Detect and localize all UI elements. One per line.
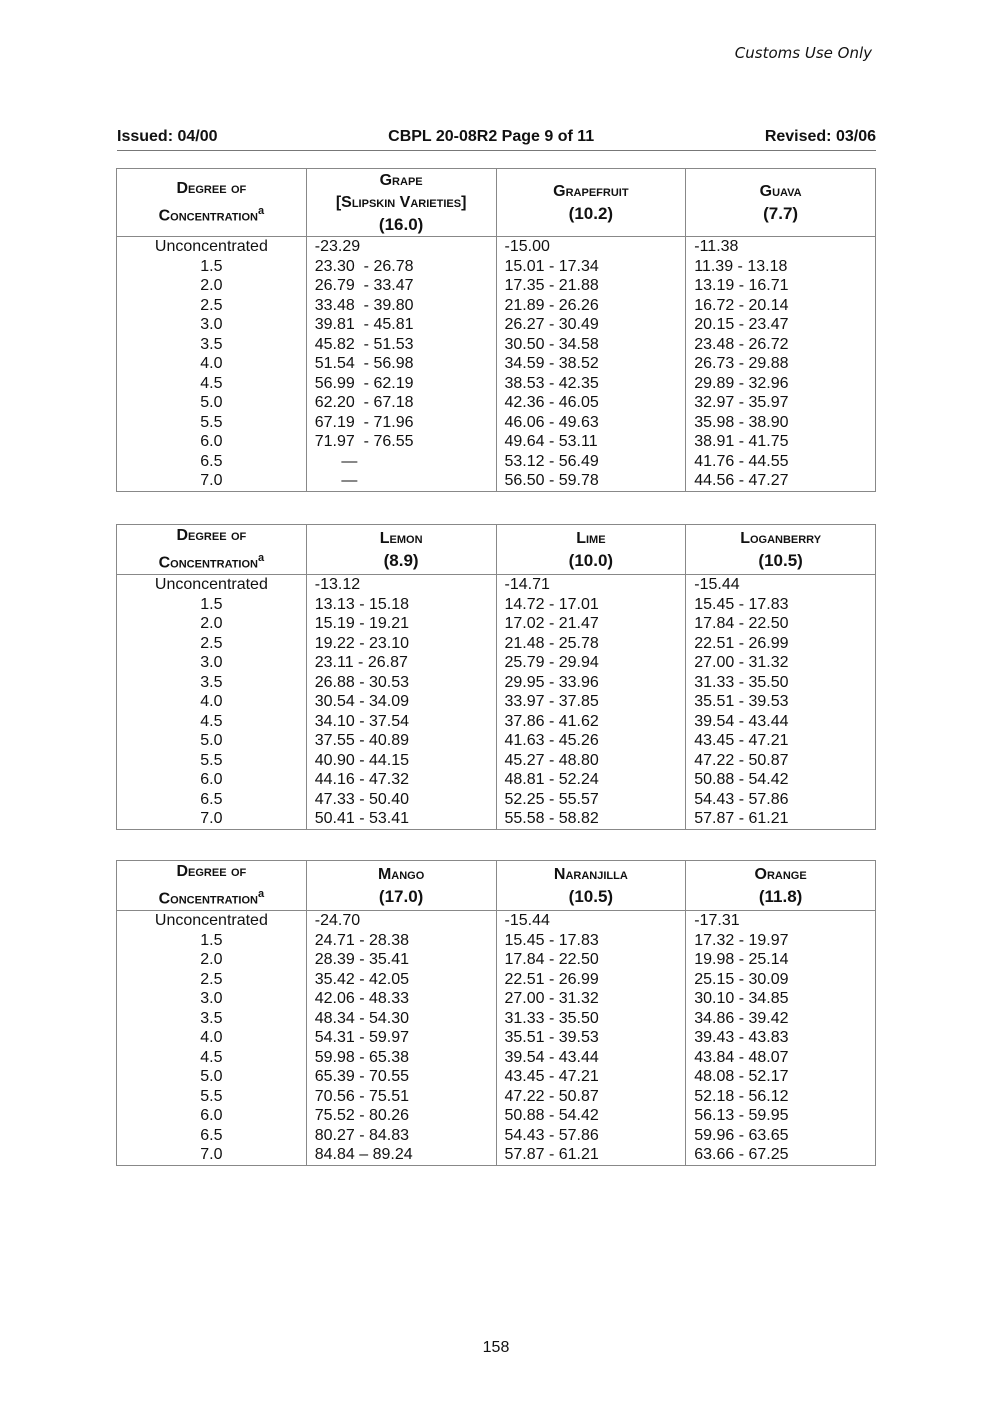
table-header-row: [117, 525, 876, 575]
fruit-header-mango: Mango (17.0): [306, 861, 496, 911]
page-number: 158: [482, 1339, 510, 1356]
concentration-degree-cell: 5.5: [117, 751, 307, 771]
range-cell: 55.58 - 58.82: [496, 809, 686, 829]
range-cell: 51.54 - 56.98: [306, 354, 496, 374]
table-row: [117, 595, 876, 615]
table-row: [117, 1048, 876, 1068]
concentration-degree-cell: 4.0: [117, 354, 307, 374]
concentration-degree-cell: 4.0: [117, 1028, 307, 1048]
range-cell: 31.33 - 35.50: [686, 673, 876, 693]
range-cell: 20.15 - 23.47: [686, 315, 876, 335]
range-cell: 53.12 - 56.49: [496, 452, 686, 472]
range-cell: 21.89 - 26.26: [496, 296, 686, 316]
fruit-header-grapefruit: Grapefruit (10.2): [496, 169, 686, 237]
range-cell: 39.43 - 43.83: [686, 1028, 876, 1048]
concentration-degree-cell: 2.0: [117, 950, 307, 970]
range-cell: 21.48 - 25.78: [496, 634, 686, 654]
range-cell: 35.42 - 42.05: [306, 970, 496, 990]
range-cell: 43.45 - 47.21: [686, 731, 876, 751]
fruit-header-lemon: Lemon (8.9): [306, 525, 496, 575]
range-cell: 17.32 - 19.97: [686, 931, 876, 951]
concentration-degree-cell: 4.5: [117, 712, 307, 732]
range-cell: 19.22 - 23.10: [306, 634, 496, 654]
range-cell: 71.97 - 76.55: [306, 432, 496, 452]
range-cell: 39.81 - 45.81: [306, 315, 496, 335]
range-cell: 24.71 - 28.38: [306, 931, 496, 951]
range-cell: 75.52 - 80.26: [306, 1106, 496, 1126]
table-row: [117, 950, 876, 970]
concentration-degree-cell: 3.0: [117, 653, 307, 673]
table-row: [117, 575, 876, 595]
range-cell: 16.72 - 20.14: [686, 296, 876, 316]
issued-date: Issued: 04/00: [117, 128, 218, 145]
fruit-header-lime: Lime (10.0): [496, 525, 686, 575]
range-cell: 80.27 - 84.83: [306, 1126, 496, 1146]
range-cell: 17.84 - 22.50: [496, 950, 686, 970]
range-cell: 39.54 - 43.44: [496, 1048, 686, 1068]
table-row: [117, 1028, 876, 1048]
table-row: [117, 276, 876, 296]
concentration-degree-cell: 3.5: [117, 335, 307, 355]
table-row: [117, 257, 876, 277]
table-row: [117, 354, 876, 374]
range-cell: 46.06 - 49.63: [496, 413, 686, 433]
concentration-degree-cell: Unconcentrated: [117, 237, 307, 257]
range-cell: 37.86 - 41.62: [496, 712, 686, 732]
range-cell: 23.30 - 26.78: [306, 257, 496, 277]
concentration-table-lemon-lime-loganberry: [116, 524, 876, 830]
range-cell: 57.87 - 61.21: [496, 1145, 686, 1165]
table-row: [117, 653, 876, 673]
range-cell: 65.39 - 70.55: [306, 1067, 496, 1087]
concentration-degree-cell: 2.0: [117, 614, 307, 634]
range-cell: 40.90 - 44.15: [306, 751, 496, 771]
table-row: [117, 634, 876, 654]
concentration-degree-cell: 6.0: [117, 432, 307, 452]
concentration-degree-cell: 3.0: [117, 315, 307, 335]
table-row: [117, 809, 876, 829]
range-cell: 41.76 - 44.55: [686, 452, 876, 472]
range-cell: 17.84 - 22.50: [686, 614, 876, 634]
range-cell: 43.84 - 48.07: [686, 1048, 876, 1068]
table-row: [117, 413, 876, 433]
concentration-degree-cell: 4.5: [117, 374, 307, 394]
range-cell: 23.48 - 26.72: [686, 335, 876, 355]
range-cell: 34.59 - 38.52: [496, 354, 686, 374]
degree-of-concentration-header: Degree of Concentration$^a$: [117, 169, 307, 237]
concentration-degree-cell: 6.5: [117, 452, 307, 472]
range-cell: 44.16 - 47.32: [306, 770, 496, 790]
range-cell: 63.66 - 67.25: [686, 1145, 876, 1165]
range-cell: 59.96 - 63.65: [686, 1126, 876, 1146]
table-row: [117, 692, 876, 712]
range-cell: 56.13 - 59.95: [686, 1106, 876, 1126]
range-cell: 48.08 - 52.17: [686, 1067, 876, 1087]
concentration-degree-cell: 2.5: [117, 970, 307, 990]
range-cell: 54.43 - 57.86: [496, 1126, 686, 1146]
range-cell: 67.19 - 71.96: [306, 413, 496, 433]
table-row: [117, 931, 876, 951]
range-cell: -14.71: [496, 575, 686, 595]
range-cell: 26.79 - 33.47: [306, 276, 496, 296]
concentration-degree-cell: 3.5: [117, 1009, 307, 1029]
table-row: [117, 335, 876, 355]
range-cell: 47.22 - 50.87: [686, 751, 876, 771]
table-row: [117, 296, 876, 316]
degree-of-concentration-header: Degree of Concentration$^a$: [117, 861, 307, 911]
table-row: [117, 374, 876, 394]
range-cell: 35.98 - 38.90: [686, 413, 876, 433]
table-row: [117, 315, 876, 335]
range-cell: 35.51 - 39.53: [686, 692, 876, 712]
table-row: [117, 432, 876, 452]
concentration-degree-cell: 6.0: [117, 1106, 307, 1126]
concentration-degree-cell: Unconcentrated: [117, 911, 307, 931]
range-cell: 44.56 - 47.27: [686, 471, 876, 491]
range-cell: 15.45 - 17.83: [496, 931, 686, 951]
range-cell: 54.43 - 57.86: [686, 790, 876, 810]
table-row: [117, 1067, 876, 1087]
table-row: [117, 751, 876, 771]
concentration-degree-cell: 5.5: [117, 413, 307, 433]
range-cell: 84.84 – 89.24: [306, 1145, 496, 1165]
range-cell: 29.89 - 32.96: [686, 374, 876, 394]
range-cell: 43.45 - 47.21: [496, 1067, 686, 1087]
range-cell: 14.72 - 17.01: [496, 595, 686, 615]
table-row: [117, 770, 876, 790]
table-row: [117, 1126, 876, 1146]
range-cell: -13.12: [306, 575, 496, 595]
table-row: [117, 712, 876, 732]
range-cell: 48.81 - 52.24: [496, 770, 686, 790]
document-header: [117, 128, 876, 151]
range-cell: 31.33 - 35.50: [496, 1009, 686, 1029]
range-cell: -24.70: [306, 911, 496, 931]
range-cell: -15.44: [686, 575, 876, 595]
concentration-degree-cell: 5.5: [117, 1087, 307, 1107]
concentration-table-grape-grapefruit-guava: [116, 168, 876, 492]
fruit-header-loganberry: Loganberry (10.5): [686, 525, 876, 575]
concentration-degree-cell: Unconcentrated: [117, 575, 307, 595]
table-header-row: [117, 169, 876, 237]
range-cell: 35.51 - 39.53: [496, 1028, 686, 1048]
range-cell: -23.29: [306, 237, 496, 257]
table-row: [117, 471, 876, 491]
range-cell: -15.00: [496, 237, 686, 257]
concentration-degree-cell: 3.0: [117, 989, 307, 1009]
range-cell: 38.91 - 41.75: [686, 432, 876, 452]
range-cell: 45.27 - 48.80: [496, 751, 686, 771]
table-row: [117, 989, 876, 1009]
document-reference: CBPL 20-08R2 Page 9 of 11: [388, 128, 595, 145]
fruit-header-guava: Guava (7.7): [686, 169, 876, 237]
concentration-degree-cell: 6.0: [117, 770, 307, 790]
range-cell: 27.00 - 31.32: [686, 653, 876, 673]
table-row: [117, 673, 876, 693]
table-row: [117, 911, 876, 931]
range-cell: -15.44: [496, 911, 686, 931]
range-cell: 23.11 - 26.87: [306, 653, 496, 673]
range-cell: 50.88 - 54.42: [496, 1106, 686, 1126]
concentration-degree-cell: 2.5: [117, 296, 307, 316]
range-cell: 15.19 - 19.21: [306, 614, 496, 634]
range-cell: 30.10 - 34.85: [686, 989, 876, 1009]
range-cell: 49.64 - 53.11: [496, 432, 686, 452]
concentration-degree-cell: 5.0: [117, 731, 307, 751]
range-cell: 52.25 - 55.57: [496, 790, 686, 810]
degree-of-concentration-header: Degree of Concentration$^a$: [117, 525, 307, 575]
range-cell: 32.97 - 35.97: [686, 393, 876, 413]
range-cell: 56.99 - 62.19: [306, 374, 496, 394]
concentration-degree-cell: 3.5: [117, 673, 307, 693]
range-cell: 11.39 - 13.18: [686, 257, 876, 277]
table-row: [117, 1087, 876, 1107]
range-cell: 27.00 - 31.32: [496, 989, 686, 1009]
table-row: [117, 393, 876, 413]
range-cell: 62.20 - 67.18: [306, 393, 496, 413]
table-header-row: [117, 861, 876, 911]
table-row: [117, 1145, 876, 1165]
range-cell: 47.33 - 50.40: [306, 790, 496, 810]
table-row: [117, 614, 876, 634]
range-cell: 50.88 - 54.42: [686, 770, 876, 790]
range-cell: 25.79 - 29.94: [496, 653, 686, 673]
fruit-header-grape: Grape [Slipskin Varieties] (16.0): [306, 169, 496, 237]
range-cell: 50.41 - 53.41: [306, 809, 496, 829]
range-cell: 38.53 - 42.35: [496, 374, 686, 394]
range-cell: 45.82 - 51.53: [306, 335, 496, 355]
range-cell: 39.54 - 43.44: [686, 712, 876, 732]
concentration-degree-cell: 1.5: [117, 931, 307, 951]
range-cell: 28.39 - 35.41: [306, 950, 496, 970]
range-cell: 33.97 - 37.85: [496, 692, 686, 712]
concentration-degree-cell: 7.0: [117, 809, 307, 829]
range-cell: 34.10 - 37.54: [306, 712, 496, 732]
range-cell: 29.95 - 33.96: [496, 673, 686, 693]
range-cell: 59.98 - 65.38: [306, 1048, 496, 1068]
range-cell: 48.34 - 54.30: [306, 1009, 496, 1029]
range-cell: 52.18 - 56.12: [686, 1087, 876, 1107]
concentration-degree-cell: 7.0: [117, 471, 307, 491]
concentration-degree-cell: 4.5: [117, 1048, 307, 1068]
range-cell: 15.01 - 17.34: [496, 257, 686, 277]
concentration-degree-cell: 7.0: [117, 1145, 307, 1165]
table-row: [117, 970, 876, 990]
range-cell: 17.35 - 21.88: [496, 276, 686, 296]
range-cell: 33.48 - 39.80: [306, 296, 496, 316]
concentration-degree-cell: 6.5: [117, 790, 307, 810]
concentration-degree-cell: 4.0: [117, 692, 307, 712]
revised-date: Revised: 03/06: [764, 128, 876, 145]
concentration-degree-cell: 1.5: [117, 595, 307, 615]
range-cell: 26.73 - 29.88: [686, 354, 876, 374]
range-cell: —: [306, 452, 496, 472]
range-cell: 26.88 - 30.53: [306, 673, 496, 693]
range-cell: 47.22 - 50.87: [496, 1087, 686, 1107]
range-cell: 30.54 - 34.09: [306, 692, 496, 712]
range-cell: 26.27 - 30.49: [496, 315, 686, 335]
table-row: [117, 1106, 876, 1126]
concentration-degree-cell: 5.0: [117, 1067, 307, 1087]
range-cell: 30.50 - 34.58: [496, 335, 686, 355]
customs-use-note: Customs Use Only: [734, 44, 872, 62]
range-cell: 70.56 - 75.51: [306, 1087, 496, 1107]
range-cell: 57.87 - 61.21: [686, 809, 876, 829]
range-cell: 13.13 - 15.18: [306, 595, 496, 615]
concentration-degree-cell: 6.5: [117, 1126, 307, 1146]
range-cell: 34.86 - 39.42: [686, 1009, 876, 1029]
range-cell: 54.31 - 59.97: [306, 1028, 496, 1048]
concentration-degree-cell: 1.5: [117, 257, 307, 277]
table-row: [117, 237, 876, 257]
concentration-degree-cell: 2.5: [117, 634, 307, 654]
range-cell: —: [306, 471, 496, 491]
range-cell: 22.51 - 26.99: [496, 970, 686, 990]
range-cell: 25.15 - 30.09: [686, 970, 876, 990]
range-cell: 22.51 - 26.99: [686, 634, 876, 654]
range-cell: 42.06 - 48.33: [306, 989, 496, 1009]
table-row: [117, 731, 876, 751]
range-cell: -17.31: [686, 911, 876, 931]
fruit-header-orange: Orange (11.8): [686, 861, 876, 911]
concentration-degree-cell: 2.0: [117, 276, 307, 296]
table-row: [117, 452, 876, 472]
table-row: [117, 790, 876, 810]
concentration-degree-cell: 5.0: [117, 393, 307, 413]
range-cell: 13.19 - 16.71: [686, 276, 876, 296]
range-cell: 15.45 - 17.83: [686, 595, 876, 615]
table-row: [117, 1009, 876, 1029]
concentration-table-mango-naranjilla-orange: [116, 860, 876, 1166]
range-cell: 19.98 - 25.14: [686, 950, 876, 970]
fruit-header-naranjilla: Naranjilla (10.5): [496, 861, 686, 911]
range-cell: 37.55 - 40.89: [306, 731, 496, 751]
range-cell: 42.36 - 46.05: [496, 393, 686, 413]
range-cell: 41.63 - 45.26: [496, 731, 686, 751]
range-cell: 56.50 - 59.78: [496, 471, 686, 491]
range-cell: 17.02 - 21.47: [496, 614, 686, 634]
range-cell: -11.38: [686, 237, 876, 257]
